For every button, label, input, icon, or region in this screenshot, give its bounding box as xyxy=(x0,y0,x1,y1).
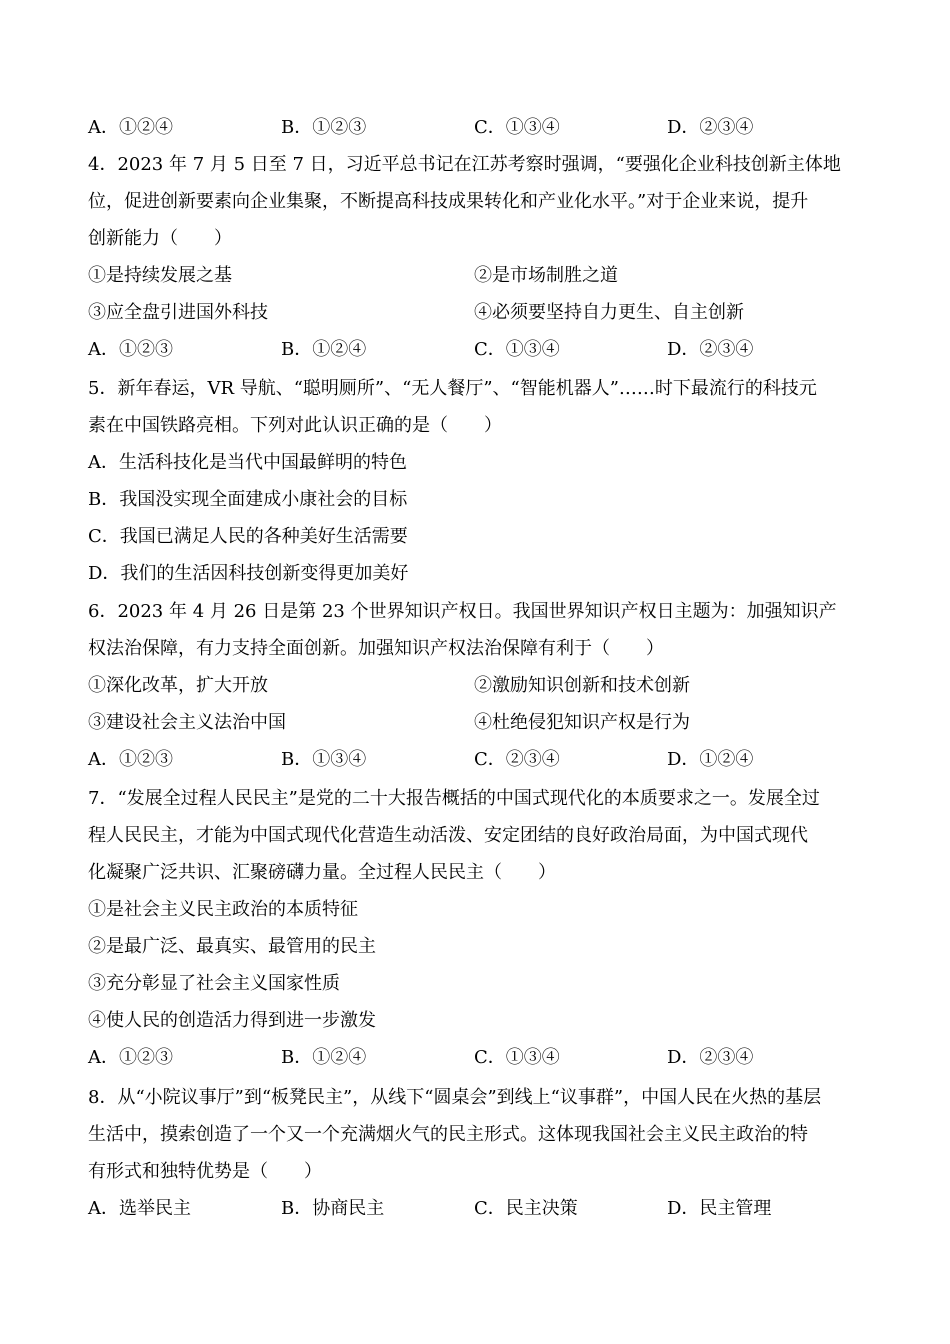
q3-option-d[interactable]: D．②③④ xyxy=(667,117,754,138)
question-7-option-d[interactable]: D．②③④ xyxy=(667,1047,754,1068)
question-6-item-4: ④杜绝侵犯知识产权是行为 xyxy=(474,712,690,733)
question-6-item-2: ②激励知识创新和技术创新 xyxy=(474,675,690,696)
question-4-stem-line-3: 创新能力（ ） xyxy=(88,228,232,249)
question-5-stem-line-1: 5．新年春运，VR 导航、“聪明厕所”、“无人餐厅”、“智能机器人”……时下最流行的科技元 xyxy=(88,378,817,399)
question-5 xyxy=(88,370,864,592)
question-7-item-1: ①是社会主义民主政治的本质特征 xyxy=(88,899,358,920)
question-7-option-c[interactable]: C．①③④ xyxy=(474,1047,560,1068)
question-7-item-4: ④使人民的创造活力得到进一步激发 xyxy=(88,1010,376,1031)
question-7 xyxy=(88,780,864,1076)
question-5-stem-line-2: 素在中国铁路亮相。下列对此认识正确的是（ ） xyxy=(88,415,502,436)
question-4-item-2: ②是市场制胜之道 xyxy=(474,265,618,286)
question-4-option-c[interactable]: C．①③④ xyxy=(474,339,560,360)
question-4-item-4: ④必须要坚持自力更生、自主创新 xyxy=(474,302,744,323)
question-6-stem-line-2: 权法治保障，有力支持全面创新。加强知识产权法治保障有利于（ ） xyxy=(88,638,664,659)
question-6-item-1: ①深化改革，扩大开放 xyxy=(88,675,268,696)
question-4-item-3: ③应全盘引进国外科技 xyxy=(88,302,268,323)
question-4 xyxy=(88,146,864,368)
question-4-option-a[interactable]: A．①②③ xyxy=(88,339,173,360)
question-7-option-a[interactable]: A．①②③ xyxy=(88,1047,173,1068)
q3-option-b[interactable]: B．①②③ xyxy=(281,117,367,138)
question-8-option-a[interactable]: A．选举民主 xyxy=(88,1198,191,1219)
question-8-stem-line-3: 有形式和独特优势是（ ） xyxy=(88,1161,322,1182)
question-8-option-c[interactable]: C．民主决策 xyxy=(474,1198,578,1219)
q3-option-c[interactable]: C．①③④ xyxy=(474,117,560,138)
question-5-option-a[interactable]: A．生活科技化是当代中国最鲜明的特色 xyxy=(88,452,407,473)
question-6-stem-line-1: 6．2023 年 4 月 26 日是第 23 个世界知识产权日。我国世界知识产权日主题为：加强知识产 xyxy=(88,601,837,622)
q3-option-a[interactable]: A．①②④ xyxy=(88,117,173,138)
question-7-stem-line-1: 7．“发展全过程人民民主”是党的二十大报告概括的中国式现代化的本质要求之一。发展全过 xyxy=(88,788,820,809)
question-7-stem-line-2: 程人民民主，才能为中国式现代化营造生动活泼、安定团结的良好政治局面，为中国式现代 xyxy=(88,825,808,846)
question-7-item-3: ③充分彰显了社会主义国家性质 xyxy=(88,973,340,994)
question-5-option-d[interactable]: D．我们的生活因科技创新变得更加美好 xyxy=(88,563,409,584)
question-8-option-b[interactable]: B．协商民主 xyxy=(281,1198,385,1219)
question-4-item-1: ①是持续发展之基 xyxy=(88,265,232,286)
question-4-option-d[interactable]: D．②③④ xyxy=(667,339,754,360)
question-8-option-d[interactable]: D．民主管理 xyxy=(667,1198,772,1219)
question-8 xyxy=(88,1079,864,1227)
question-4-stem-line-2: 位，促进创新要素向企业集聚，不断提高科技成果转化和产业化水平。”对于企业来说，提升 xyxy=(88,191,809,212)
question-6-item-3: ③建设社会主义法治中国 xyxy=(88,712,286,733)
question-4-option-b[interactable]: B．①②④ xyxy=(281,339,367,360)
question-7-item-2: ②是最广泛、最真实、最管用的民主 xyxy=(88,936,376,957)
question-4-stem-line-1: 4．2023 年 7 月 5 日至 7 日，习近平总书记在江苏考察时强调，“要强化企业科技创新主体地 xyxy=(88,154,841,175)
question-8-stem-line-2: 生活中，摸索创造了一个又一个充满烟火气的民主形式。这体现我国社会主义民主政治的特 xyxy=(88,1124,808,1145)
question-6 xyxy=(88,593,864,778)
question-6-option-b[interactable]: B．①③④ xyxy=(281,749,367,770)
q3-options xyxy=(88,109,864,146)
question-6-option-d[interactable]: D．①②④ xyxy=(667,749,754,770)
question-5-option-b[interactable]: B．我国没实现全面建成小康社会的目标 xyxy=(88,489,408,510)
question-6-option-c[interactable]: C．②③④ xyxy=(474,749,560,770)
question-7-option-b[interactable]: B．①②④ xyxy=(281,1047,367,1068)
question-7-stem-line-3: 化凝聚广泛共识、汇聚磅礴力量。全过程人民民主（ ） xyxy=(88,862,556,883)
question-6-option-a[interactable]: A．①②③ xyxy=(88,749,173,770)
question-8-stem-line-1: 8．从“小院议事厅”到“板凳民主”，从线下“圆桌会”到线上“议事群”，中国人民在火热的基层 xyxy=(88,1087,822,1108)
question-5-option-c[interactable]: C．我国已满足人民的各种美好生活需要 xyxy=(88,526,408,547)
